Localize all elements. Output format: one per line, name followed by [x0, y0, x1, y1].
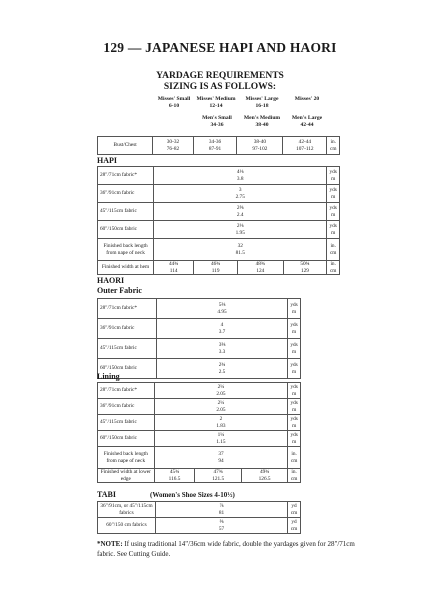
table-row [98, 239, 340, 261]
fabric-label: 28"/71cm fabric* [98, 383, 155, 399]
yardage-value: 2 1.83 [154, 415, 288, 431]
yardage-value: 5⅜ 4.95 [157, 299, 288, 319]
size-range: 38-40 [255, 121, 269, 128]
tabi-subheading: (Women's Shoe Sizes 4-10½) [150, 491, 235, 499]
hapi-table [97, 166, 340, 275]
yardage-heading: YARDAGE REQUIREMENTS [156, 71, 284, 81]
table-row [98, 431, 301, 447]
unit-cell: yds m [288, 399, 301, 415]
size-range: 6-10 [168, 102, 180, 109]
footnote-label: *NOTE: [97, 540, 123, 548]
size-label: Misses' Small [157, 96, 191, 102]
bust-size-1: 30-32 76-82 [153, 137, 193, 155]
yardage-value: 1¼ 1.15 [154, 431, 288, 447]
fabric-label: 36"/91cm fabric [98, 319, 157, 339]
size-misses-20 [288, 96, 326, 103]
width-value: 46¾ 119 [194, 261, 238, 275]
yardage-value: 4⅛ 3.8 [154, 167, 327, 185]
unit-cell: yds m [327, 185, 340, 203]
unit-cell: in. cm [327, 261, 340, 275]
yardage-value: 4 3.7 [157, 319, 288, 339]
width-value: 44¾ 114 [154, 261, 194, 275]
bust-size-2: 34-36 87-91 [193, 137, 237, 155]
sizing-heading: SIZING IS AS FOLLOWS: [163, 82, 277, 92]
size-mens-large [286, 115, 328, 128]
tabi-heading: TABI [97, 490, 116, 499]
fabric-label: 60"/150 cm fabrics [98, 518, 156, 534]
table-row [98, 339, 301, 359]
bust-unit: in. cm [327, 137, 340, 155]
haori-lining-table [97, 382, 301, 483]
fabric-label: 45"/115cm fabric [98, 203, 154, 221]
back-length-value: 37 94 [154, 447, 288, 469]
yardage-value: 2⅝ 2.4 [154, 203, 327, 221]
outer-fabric-heading: Outer Fabric [97, 286, 142, 295]
width-value: 48¾ 124 [238, 261, 284, 275]
size-misses-medium [194, 96, 238, 109]
size-mens-small [196, 115, 238, 128]
fabric-label: 60"/150cm fabric [98, 221, 154, 239]
fabric-label: 36"/91cm, or 45"/115cm fabrics [98, 502, 156, 518]
table-row [98, 185, 340, 203]
haori-outer-table [97, 298, 301, 379]
back-length-label: Finished back length from nape of neck [98, 447, 155, 469]
yardage-value: 2¼ 2.05 [154, 383, 288, 399]
unit-cell: yds m [288, 431, 301, 447]
tabi-table [97, 501, 301, 534]
bust-table [97, 136, 340, 155]
table-row [98, 261, 340, 275]
lining-heading: Lining [97, 372, 120, 381]
size-misses-small [154, 96, 194, 109]
table-row [98, 319, 301, 339]
bust-size-4: 42-44 107-112 [283, 137, 327, 155]
table-row [98, 502, 301, 518]
unit-cell: in. cm [327, 239, 340, 261]
fabric-label: 36"/91cm fabric [98, 399, 155, 415]
yardage-value: 2⅛ 1.95 [154, 221, 327, 239]
fabric-label: 45"/115cm fabric [98, 339, 157, 359]
size-range: 34-36 [210, 121, 224, 128]
size-range: 42-44 [300, 121, 314, 128]
table-row [98, 447, 301, 469]
unit-cell: yds m [288, 415, 301, 431]
unit-cell: yds m [327, 221, 340, 239]
fabric-label: 60"/150cm fabric [98, 431, 155, 447]
yardage-value: ⅝ 57 [156, 518, 288, 534]
size-label: Misses' Large [245, 96, 279, 102]
width-value: 47¾ 121.5 [195, 469, 241, 483]
haori-heading: HAORI [97, 276, 125, 285]
unit-cell: in. cm [288, 469, 301, 483]
table-row [98, 221, 340, 239]
unit-cell: yds m [288, 319, 301, 339]
table-row [98, 469, 301, 483]
size-label: Men's Small [202, 115, 232, 121]
fabric-label: 60"/150cm fabric [98, 359, 157, 379]
footnote-text: If using traditional 14"/36cm wide fabric, double the yardages given for 28"/71cm fabric. See Cutting Guide. [97, 540, 355, 558]
table-row [98, 167, 340, 185]
table-row [98, 203, 340, 221]
yardage-value: 2¾ 2.5 [157, 359, 288, 379]
unit-cell: yds m [288, 359, 301, 379]
back-length-label: Finished back length from nape of neck [98, 239, 154, 261]
size-misses-large [240, 96, 284, 109]
width-hem-label: Finished width at hem [98, 261, 154, 275]
bust-size-3: 38-40 97-102 [237, 137, 283, 155]
width-value: 50¾ 129 [283, 261, 327, 275]
yardage-value: ⅞ 81 [156, 502, 288, 518]
size-range: 16-18 [255, 102, 269, 109]
page-title: 129 — JAPANESE HAPI AND HAORI [103, 40, 337, 55]
unit-cell: yds m [327, 167, 340, 185]
unit-cell: in. cm [288, 447, 301, 469]
hapi-heading: HAPI [97, 156, 117, 165]
unit-cell: yd cm [288, 518, 301, 534]
fabric-label: 36"/91cm fabric [98, 185, 154, 203]
yardage-value: 3 2.75 [154, 185, 327, 203]
width-value: 45¾ 116.5 [154, 469, 195, 483]
size-label: Misses' 20 [294, 96, 320, 102]
yardage-value: 3⅝ 3.3 [157, 339, 288, 359]
size-label: Misses' Medium [196, 96, 236, 102]
size-label: Men's Large [291, 115, 323, 121]
table-row [98, 518, 301, 534]
size-label: Men's Medium [243, 115, 281, 121]
fabric-label: 45"/115cm fabric [98, 415, 155, 431]
table-row [98, 399, 301, 415]
yardage-value: 2¼ 2.05 [154, 399, 288, 415]
unit-cell: yds m [288, 339, 301, 359]
unit-cell: yds m [327, 203, 340, 221]
fabric-label: 28"/71cm fabric* [98, 299, 157, 319]
table-row [98, 299, 301, 319]
table-row [98, 383, 301, 399]
width-edge-label: Finished width at lower edge [98, 469, 155, 483]
footnote [97, 540, 357, 559]
unit-cell: yds m [288, 299, 301, 319]
unit-cell: yd cm [288, 502, 301, 518]
back-length-value: 32 81.5 [154, 239, 327, 261]
table-row [98, 359, 301, 379]
bust-label: Bust/Chest [98, 137, 153, 155]
unit-cell: yds m [288, 383, 301, 399]
fabric-label: 28"/71cm fabric* [98, 167, 154, 185]
width-value: 49¾ 126.5 [241, 469, 287, 483]
size-range: 12-14 [209, 102, 223, 109]
size-mens-medium [238, 115, 286, 128]
table-row [98, 415, 301, 431]
